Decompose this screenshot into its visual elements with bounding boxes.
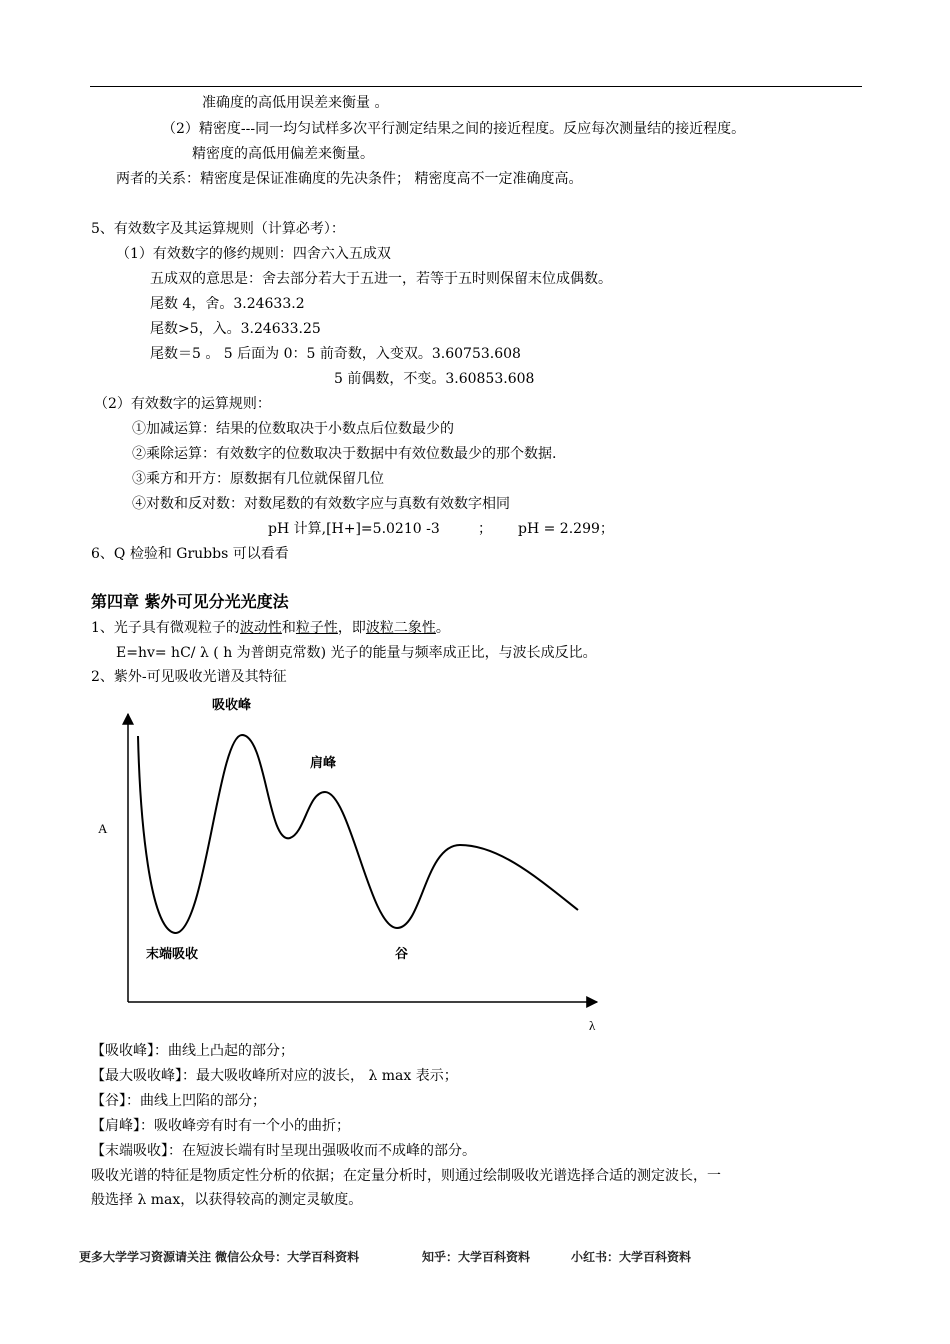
- definition-line: 【末端吸收】：在短波长端有时呈现出强吸收而不成峰的部分。: [91, 1143, 476, 1159]
- text-run: ，即: [337, 620, 366, 636]
- text-run: 。: [435, 620, 450, 636]
- underlined-term: 波动性: [239, 620, 282, 636]
- annotation-absorption-peak: 吸收峰: [212, 698, 252, 713]
- text-line: （2）精密度---同一均匀试样多次平行测定结果之间的接近程度。反应每次测量结的接近程度。: [162, 121, 746, 137]
- footer-xiaohongshu: 小红书：大学百科资料: [571, 1250, 692, 1264]
- paragraph-line: 吸收光谱的特征是物质定性分析的依据；在定量分析时，则通过绘制吸收光谱选择合适的测定波长，一: [91, 1168, 721, 1184]
- text-line: 两者的关系：精密度是保证准确度的先决条件； 精密度高不一定准确度高。: [116, 171, 583, 187]
- text-line: 尾数＝5 。 5 后面为 0：5 前奇数，入变双。3.60753.608: [150, 346, 521, 362]
- text-line: 尾数>5，入。3.24633.25: [150, 321, 321, 337]
- y-axis-label: A: [98, 821, 108, 836]
- underlined-term: 粒子性: [295, 620, 338, 636]
- definition-line: 【肩峰】：吸收峰旁有时有一个小的曲折；: [91, 1118, 350, 1134]
- footer-zhihu: 知乎：大学百科资料: [422, 1250, 531, 1264]
- formula-line: E=hv= hC/ λ ( h 为普朗克常数) 光子的能量与频率成正比，与波长成反比。: [116, 645, 597, 661]
- chapter-title: 第四章 紫外可见分光光度法: [91, 592, 289, 611]
- text-line: 5 前偶数，不变。3.60853.608: [334, 371, 535, 387]
- definition-line: 【谷】：曲线上凹陷的部分；: [91, 1093, 266, 1109]
- annotation-shoulder-peak: 肩峰: [310, 756, 337, 771]
- paragraph-line: 般选择 λ max，以获得较高的测定灵敏度。: [91, 1192, 363, 1208]
- text-line: ②乘除运算：有效数字的位数取决于数据中有效位数最少的那个数据.: [132, 446, 557, 462]
- x-axis-label: λ: [589, 1018, 596, 1033]
- spectrum-curve: [138, 735, 578, 933]
- footer-wechat: 更多大学学习资源请关注 微信公众号：大学百科资料: [79, 1250, 360, 1264]
- formula-text: pH 计算,[H+]=5.0210 -3: [268, 521, 440, 537]
- text-line: （1）有效数字的修约规则：四舍六入五成双: [116, 246, 391, 262]
- text-line: 6、Q 检验和 Grubbs 可以看看: [91, 546, 289, 562]
- formula-text: pH = 2.299；: [518, 521, 614, 537]
- section-heading: 5、有效数字及其运算规则（计算必考）：: [91, 221, 345, 237]
- text-line: 五成双的意思是：舍去部分若大于五进一，若等于五时则保留末位成偶数。: [150, 271, 612, 287]
- text-line: 准确度的高低用误差来衡量 。: [202, 95, 389, 111]
- text-line: ①加减运算：结果的位数取决于小数点后位数最少的: [132, 421, 454, 437]
- definition-line: 【最大吸收峰】：最大吸收峰所对应的波长， λ max 表示；: [91, 1068, 458, 1084]
- text-run: 1、光子具有微观粒子的: [91, 620, 240, 636]
- text-line: 尾数 4，舍。3.24633.2: [150, 296, 305, 312]
- text-line: ④对数和反对数：对数尾数的有效数字应与真数有效数字相同: [132, 496, 510, 512]
- underlined-term: 波粒二象性: [365, 620, 436, 636]
- text-line: ③乘方和开方：原数据有几位就保留几位: [132, 471, 384, 487]
- formula-separator: ；: [478, 521, 492, 537]
- text-line: 精密度的高低用偏差来衡量。: [192, 146, 374, 162]
- annotation-valley: 谷: [395, 947, 409, 962]
- definition-line: 【吸收峰】：曲线上凸起的部分；: [91, 1043, 294, 1059]
- text-line: 2、紫外-可见吸收光谱及其特征: [91, 669, 287, 685]
- annotation-end-absorption: 末端吸收: [146, 947, 199, 962]
- text-run: 和: [281, 620, 296, 636]
- text-line: （2）有效数字的运算规则：: [94, 396, 271, 412]
